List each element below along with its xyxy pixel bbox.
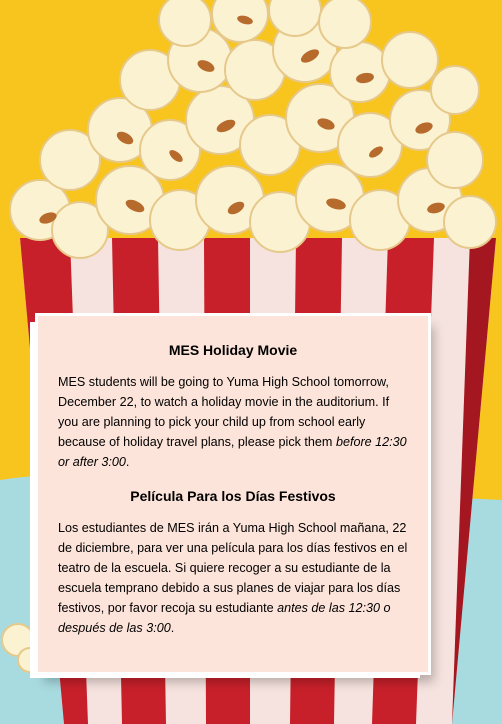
english-body-end: . — [125, 455, 130, 469]
spanish-body-text: Los estudiantes de MES irán a Yuma High School mañana, 22 de diciembre, para ver una película para los días festivos en el teatro de la escuela. Si quiere recoger a su estudiante de la escuela temprano debido a sus planes de viajar para los días festivos, por favor recoja su estudiante — [58, 521, 408, 615]
english-title: MES Holiday Movie — [168, 342, 298, 358]
english-body — [58, 372, 408, 472]
announcement-card — [38, 316, 428, 672]
english-body-text: MES students will be going to Yuma High School tomorrow, December 22, to watch a holiday movie in the auditorium. If you are planning to pick your child up from school early because of holiday travel plans, please pick them — [58, 375, 390, 449]
spanish-title: Película Para los Días Festivos — [130, 488, 336, 504]
spanish-pickup-times: antes de las 12:30 o después de las 3:00 — [58, 601, 391, 635]
english-pickup-times: before 12:30 or after 3:00 — [58, 435, 407, 469]
spanish-body — [58, 518, 408, 638]
spanish-body-end: . — [170, 621, 175, 635]
